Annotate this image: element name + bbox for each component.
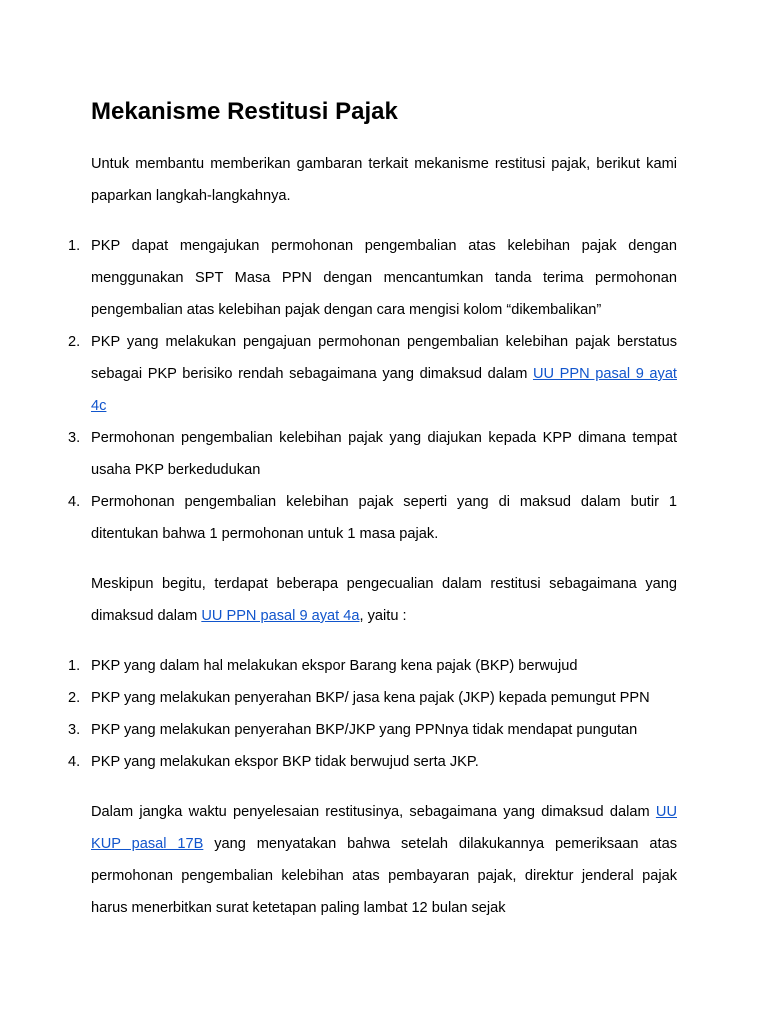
document-page	[68, 92, 677, 924]
list-number: 4.	[68, 754, 81, 770]
list-item	[68, 326, 677, 422]
steps-list	[68, 230, 677, 550]
list-number: 4.	[68, 494, 81, 510]
list-item-text: PKP yang melakukan pengajuan permohonan pengembalian kelebihan pajak berstatus sebagai PKP berisiko rendah sebagaimana yang dimaksud dalam	[91, 334, 677, 382]
list-number: 1.	[68, 658, 81, 674]
list-number: 3.	[68, 430, 81, 446]
list-number: 2.	[68, 690, 81, 706]
exceptions-paragraph	[91, 568, 677, 632]
list-item	[68, 230, 677, 326]
uu-ppn-9-4a-link[interactable]: UU PPN pasal 9 ayat 4a	[201, 608, 360, 624]
uu-ppn-9-4c-link[interactable]: UU PPN pasal 9 ayat 4c	[91, 366, 677, 414]
timeline-paragraph	[91, 796, 677, 924]
list-item	[68, 486, 677, 550]
paragraph-text: Dalam jangka waktu penyelesaian restitusinya, sebagaimana yang dimaksud dalam	[91, 804, 656, 820]
list-number: 2.	[68, 334, 81, 350]
list-item-text: PKP yang melakukan penyerahan BKP/ jasa kena pajak (JKP) kepada pemungut PPN	[91, 690, 650, 706]
list-item	[68, 650, 677, 682]
list-item	[68, 682, 677, 714]
list-item-text: Permohonan pengembalian kelebihan pajak yang diajukan kepada KPP dimana tempat usaha PKP berkedudukan	[91, 430, 677, 478]
list-item-text: PKP yang dalam hal melakukan ekspor Barang kena pajak (BKP) berwujud	[91, 658, 578, 674]
list-item-text: PKP yang melakukan penyerahan BKP/JKP yang PPNnya tidak mendapat pungutan	[91, 722, 638, 738]
intro-paragraph: Untuk membantu memberikan gambaran terkait mekanisme restitusi pajak, berikut kami paparkan langkah-langkahnya.	[91, 156, 677, 204]
list-number: 3.	[68, 722, 81, 738]
list-item	[68, 746, 677, 778]
uu-kup-17b-link[interactable]: UU KUP pasal 17B	[91, 804, 677, 852]
page-title: Mekanisme Restitusi Pajak	[91, 98, 398, 125]
paragraph-text: yang menyatakan bahwa setelah dilakukannya pemeriksaan atas permohonan pengembalian kelebihan atas pembayaran pajak, direktur jenderal pajak harus menerbitkan surat ketetapan paling lambat 12 bulan sejak	[91, 836, 677, 916]
paragraph-text: Meskipun begitu, terdapat beberapa pengecualian dalam restitusi sebagaimana yang dimaksud dalam	[91, 576, 677, 624]
paragraph-text: , yaitu :	[359, 608, 407, 624]
exceptions-list	[68, 650, 677, 778]
list-number: 1.	[68, 238, 81, 254]
list-item-text: PKP dapat mengajukan permohonan pengembalian atas kelebihan pajak dengan menggunakan SPT Masa PPN dengan mencantumkan tanda terima permohonan pengembalian atas kelebihan pajak dengan cara mengisi kolom “dikembalikan”	[91, 238, 677, 318]
list-item	[68, 422, 677, 486]
list-item-text: PKP yang melakukan ekspor BKP tidak berwujud serta JKP.	[91, 754, 479, 770]
list-item-text: Permohonan pengembalian kelebihan pajak seperti yang di maksud dalam butir 1 ditentukan bahwa 1 permohonan untuk 1 masa pajak.	[91, 494, 677, 542]
list-item	[68, 714, 677, 746]
